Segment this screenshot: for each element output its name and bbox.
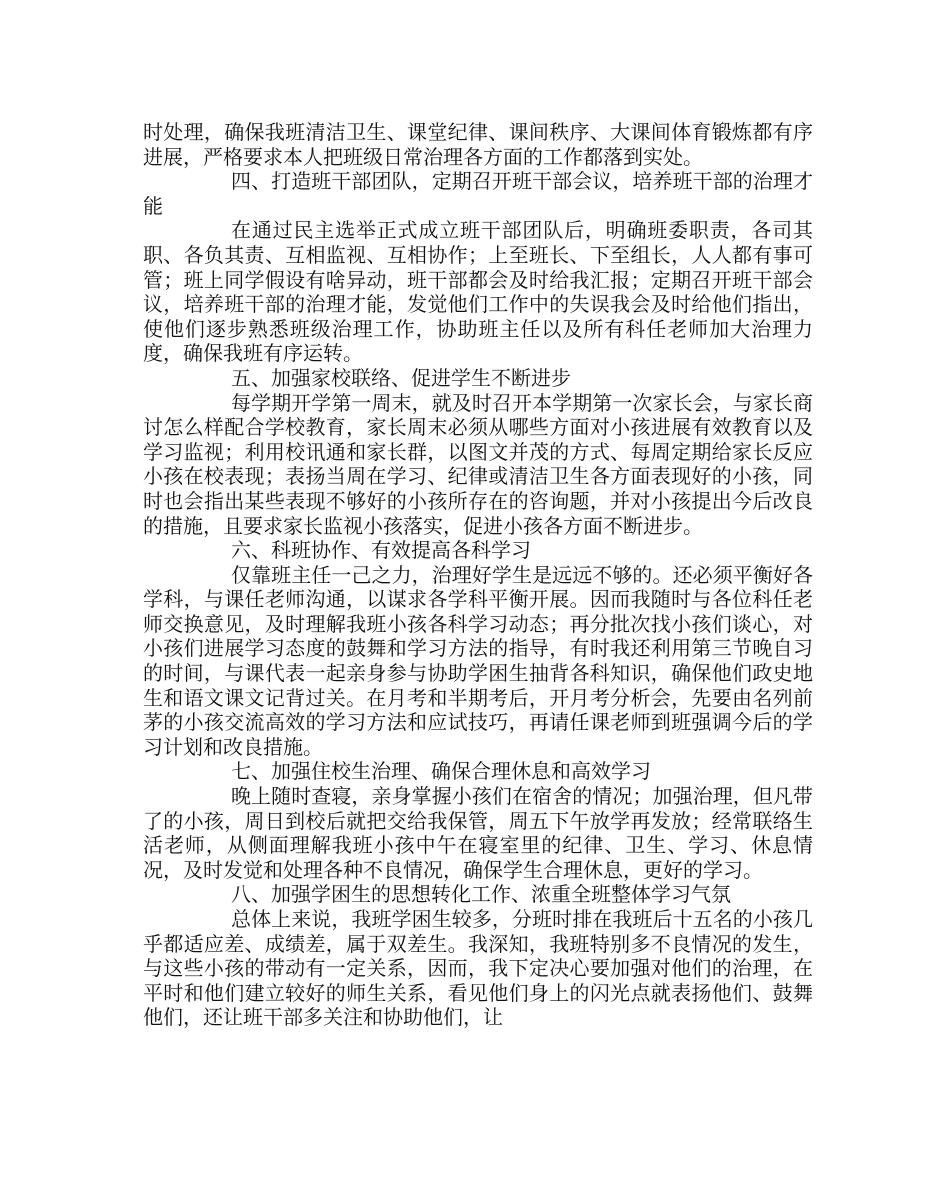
paragraph-continuation: 时处理，确保我班清洁卫生、课堂纪律、课间秩序、大课间体育锻炼都有序进展，严格要求本人把班级日常治理各方面的工作都落到实处。 bbox=[143, 120, 813, 169]
section-heading-7: 七、加强住校生治理、确保合理休息和高效学习 bbox=[231, 759, 651, 784]
paragraph-section-7: 晚上随时查寝，亲身掌握小孩们在宿舍的情况；加强治理，但凡带了的小孩，周日到校后就把交给我保管，周五下午放学再发放；经常联络生活老师，从侧面理解我班小孩中午在寝室里的纪律、卫生、学习、休息情况，及时发觉和处理各种不良情况，确保学生合理休息，更好的学习。 bbox=[143, 784, 813, 882]
paragraph-section-5: 每学期开学第一周末，就及时召开本学期第一次家长会，与家长商讨怎么样配合学校教育，家长周末必须从哪些方面对小孩进展有效教育以及学习监视；利用校讯通和家长群，以图文并茂的方式、每周定期给家长反应小孩在校表现；表扬当周在学习、纪律或清洁卫生各方面表现好的小孩，同时也会指出某些表现不够好的小孩所存在的咨询题，并对小孩提出今后改良的措施，且要求家长监视小孩落实，促进小孩各方面不断进步。 bbox=[143, 390, 813, 538]
section-heading-5: 五、加强家校联络、促进学生不断进步 bbox=[231, 365, 571, 390]
section-heading-4: 四、打造班干部团队，定期召开班干部会议，培养班干部的治理才能 bbox=[143, 169, 813, 218]
section-heading-8: 八、加强学困生的思想转化工作、浓重全班整体学习气氛 bbox=[231, 882, 731, 907]
paragraph-section-4: 在通过民主选举正式成立班干部团队后，明确班委职责，各司其职、各负其责、互相监视、互相协作；上至班长、下至组长，人人都有事可管；班上同学假设有啥异动，班干部都会及时给我汇报；定期召开班干部会议，培养班干部的治理才能，发觉他们工作中的失误我会及时给他们指出，使他们逐步熟悉班级治理工作，协助班主任以及所有科任老师加大治理力度，确保我班有序运转。 bbox=[143, 218, 813, 366]
document-page bbox=[143, 120, 813, 1030]
paragraph-section-6: 仅靠班主任一己之力，治理好学生是远远不够的。还必须平衡好各学科，与课任老师沟通，以谋求各学科平衡开展。因而我随时与各位科任老师交换意见，及时理解我班小孩各科学习动态；再分批次找小孩们谈心，对小孩们进展学习态度的鼓舞和学习方法的指导，有时我还利用第三节晚自习的时间，与课代表一起亲身参与协助学困生抽背各科知识，确保他们政史地生和语文课文记背过关。在月考和半期考后，开月考分析会，先要由名列前茅的小孩交流高效的学习方法和应试技巧，再请任课老师到班强调今后的学习计划和改良措施。 bbox=[143, 562, 813, 759]
section-heading-6: 六、科班协作、有效提高各科学习 bbox=[231, 538, 531, 563]
paragraph-section-8: 总体上来说，我班学困生较多，分班时排在我班后十五名的小孩几乎都适应差、成绩差，属于双差生。我深知，我班特别多不良情况的发生，与这些小孩的带动有一定关系，因而，我下定决心要加强对他们的治理，在平时和他们建立较好的师生关系，看见他们身上的闪光点就表扬他们、鼓舞他们，还让班干部多关注和协助他们，让 bbox=[143, 907, 813, 1030]
